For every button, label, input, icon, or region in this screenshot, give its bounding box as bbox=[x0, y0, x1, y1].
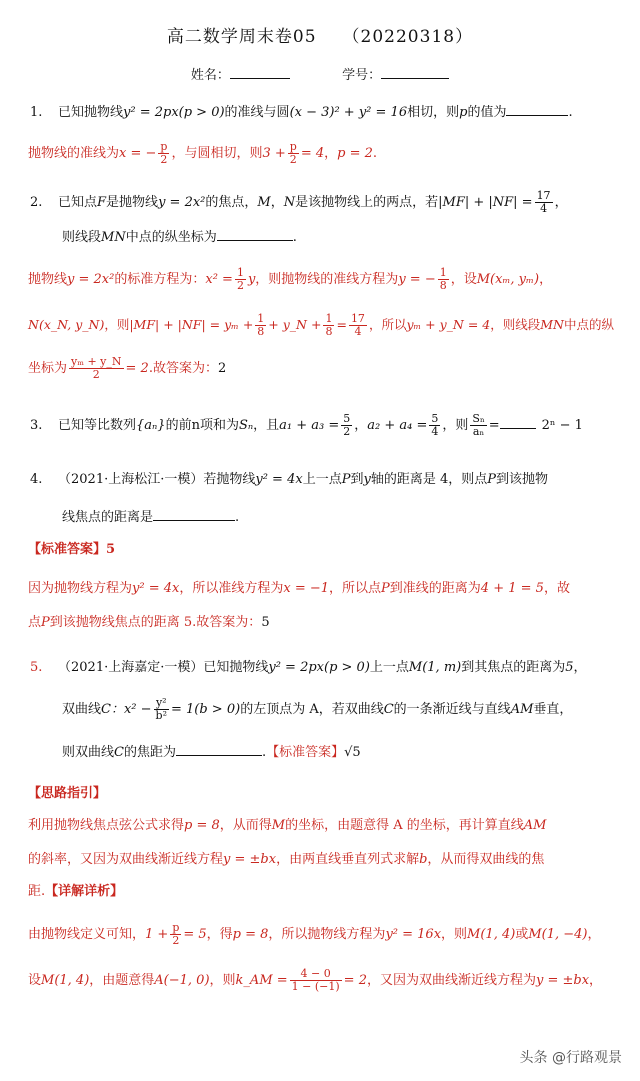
answer-blank bbox=[153, 508, 235, 521]
question-4-line-2: 线焦点的距离是 . bbox=[62, 510, 240, 525]
hint-line-1: 利用抛物线焦点弦公式求得p = 8，从而得M的坐标，由题意得 A 的坐标，再计算直线AM bbox=[28, 818, 547, 833]
question-4: 4. （2021·上海松江·一模）若抛物线y² = 4x上一点P到y轴的距离是 4，则点P到该抛物 bbox=[30, 472, 548, 487]
question-5-line-3: 则双曲线C的焦距为 .【标准答案】√5 bbox=[62, 745, 361, 760]
answer-2-line-1: 抛物线y = 2x²的标准方程为：x² = $\frac{1}{2}$ y，则抛物线的准线方程为y = − $\frac{1}{8}$ ，设M(xₘ, yₘ)， bbox=[28, 266, 553, 292]
question-2-line-2: 则线段MN中点的纵坐标为 . bbox=[62, 230, 297, 245]
question-2: 2. 已知点F是抛物线y = 2x²的焦点，M，N是该抛物线上的两点，若|MF| + |NF| = $\frac{17}{4}$ ， bbox=[30, 189, 568, 215]
id-blank bbox=[381, 66, 449, 79]
watermark: 头条 @行路观景 bbox=[519, 1050, 622, 1066]
answer-4-line-2: 点P到该抛物线焦点的距离 5.故答案为：5 bbox=[28, 615, 270, 630]
answer-2-line-2: N(x_N, y_N)，则|MF| + |NF| = yₘ + $\frac{1}{8}$ + y_N + $\frac{1}{8}$ = $\frac{17}{4}$ ，所以yₘ + y_N = 4，则线段MN中点的纵 bbox=[28, 312, 615, 338]
hint-line-2: 的斜率，又因为双曲线渐近线方程y = ±bx，由两直线垂直列式求解b，从而得双曲线的焦 bbox=[28, 852, 545, 867]
question-3: 3. 已知等比数列{aₙ}的前n项和为Sₙ，且a₁ + a₃ = $\frac{5}{2}$ ，a₂ + a₄ = $\frac{5}{4}$ ，则 $\frac{\text{Sₙ}}{\text{aₙ}}$ = 2ⁿ − 1 bbox=[30, 412, 583, 438]
answer-2-line-3: 坐标为 $\frac{\text{yₘ + y\_N}}{2}$ = 2.故答案为：2 bbox=[28, 355, 227, 381]
detail-line-2: 设M(1, 4)，由题意得A(−1, 0)，则k_AM = $\frac{4 - 0}{1 - (-1)}$ = 2，又因为双曲线渐近线方程为y = ±bx， bbox=[28, 967, 603, 993]
answer-blank bbox=[217, 228, 293, 241]
worksheet-title: 高二数学周末卷05 （20220318） bbox=[166, 27, 474, 47]
hint-line-3: 距.【详解详析】 bbox=[28, 884, 124, 899]
question-5-line-2: 双曲线C：x² − $\frac{\text{y²}}{\text{b²}}$ = 1(b > 0)的左顶点为 A，若双曲线C的一条渐近线与直线AM垂直， bbox=[62, 696, 573, 722]
detail-line-1: 由抛物线定义可知，1 + $\frac{p}{2}$ = 5，得p = 8，所以抛物线方程为y² = 16x，则M(1, 4)或M(1, −4)， bbox=[28, 921, 601, 947]
hint-title: 【思路指引】 bbox=[28, 786, 107, 801]
name-blank bbox=[230, 66, 290, 79]
standard-answer-4: 【标准答案】5 bbox=[28, 542, 116, 557]
answer-blank bbox=[500, 416, 536, 429]
question-1: 1. 已知抛物线y² = 2px(p > 0)的准线与圆(x − 3)² + y² = 16相切，则p的值为 . bbox=[30, 105, 573, 120]
answer-4-line-1: 因为抛物线方程为y² = 4x，所以准线方程为x = −1，所以点P到准线的距离为4 + 1 = 5，故 bbox=[28, 581, 570, 596]
answer-blank bbox=[176, 743, 262, 756]
answer-1: 抛物线的准线为x = − $\frac{p}{2}$ ，与圆相切，则3 + $\frac{p}{2}$ = 4，p = 2. bbox=[28, 140, 378, 166]
question-5: 5. （2021·上海嘉定·一模）已知抛物线y² = 2px(p > 0)上一点M(1, m)到其焦点的距离为5， bbox=[30, 660, 587, 675]
name-row: 姓名： 学号： bbox=[0, 64, 640, 83]
answer-blank bbox=[506, 103, 568, 116]
